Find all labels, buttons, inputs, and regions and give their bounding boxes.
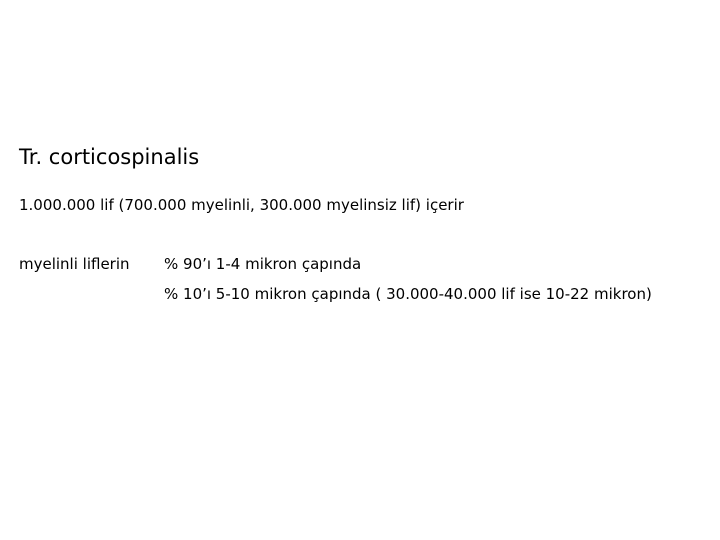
fiber-count-text: 1.000.000 lif (700.000 myelinli, 300.000 myelinsiz lif) içerir — [19, 196, 464, 214]
myelin-percentage-line-2: % 10’ı 5-10 mikron çapında ( 30.000-40.000 lif ise 10-22 mikron) — [164, 285, 652, 303]
myelinated-fibers-label: myelinli liflerin — [19, 255, 130, 273]
slide-title: Tr. corticospinalis — [19, 145, 200, 169]
myelin-percentage-line-1: % 90’ı 1-4 mikron çapında — [164, 255, 362, 273]
